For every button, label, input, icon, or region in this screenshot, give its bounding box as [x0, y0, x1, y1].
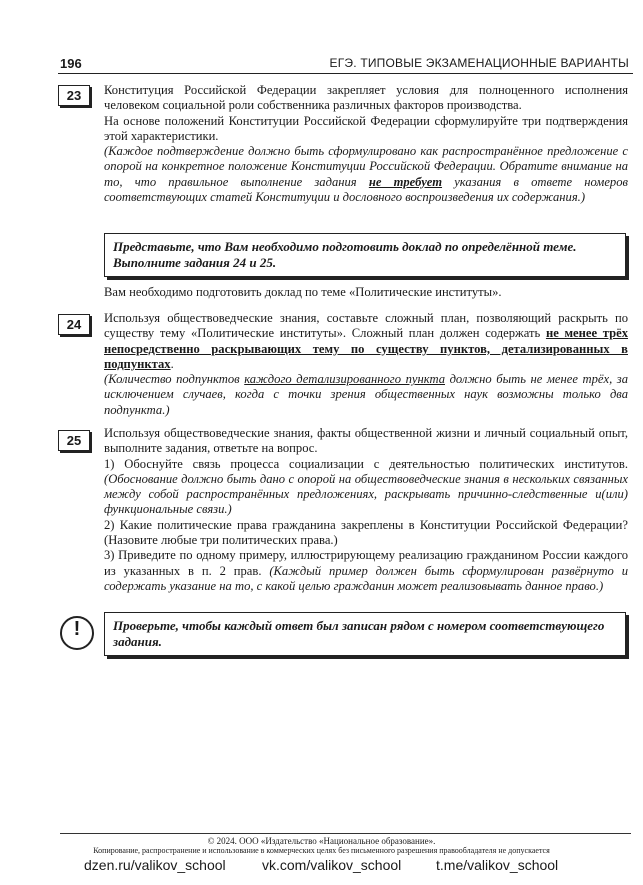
task-24-note [104, 372, 628, 418]
task-25-item-3 [104, 548, 628, 594]
footer-link-vk[interactable]: vk.com/valikov_school [262, 857, 402, 873]
task-25-item-1-note: (Обоснование должно быть дано с опорой на обществоведческие знания в нескольких связанных между собой распространённых предложениях, раскрывать причинно-следственные и(или) функциональные связи.) [104, 471, 628, 517]
task-25-text [104, 426, 628, 594]
task-25-item-1-text: 1) Обоснуйте связь процесса социализации с деятельностью политических институтов. [104, 456, 628, 471]
task-24-text [104, 311, 628, 418]
task-25-intro: Используя обществоведческие знания, факты общественной жизни и личный социальный опыт, выполните задания, ответьте на вопрос. [104, 426, 628, 456]
task-number-25: 25 [58, 430, 90, 451]
task-24-note-emphasis: каждого детализированного пункта [244, 372, 445, 387]
task-23-note-emphasis: не требует [368, 174, 443, 189]
exclamation-icon: ! [60, 616, 94, 650]
task-25-item-2: 2) Какие политические права гражданина закреплены в Конституции Российской Федерации? (Назовите любые три политических права.) [104, 517, 628, 548]
task-23-note [104, 144, 628, 205]
footer-link-telegram[interactable]: t.me/valikov_school [436, 857, 559, 873]
task-24-note-part-2: должно быть не менее трёх, за исключением случаев, когда с точки зрения общественных наук возможны только два подпункта.) [104, 372, 629, 417]
instruction-box-24-25: Представьте, что Вам необходимо подготовить доклад по определённой теме. Выполните задания 24 и 25. [104, 233, 626, 277]
task-23-para-2: На основе положений Конституции Российской Федерации сформулируйте три подтверждения этой характеристики. [104, 113, 628, 143]
footer-link-dzen[interactable]: dzen.ru/valikov_school [84, 857, 226, 873]
task-23-note-part-1: (Каждое подтверждение должно быть сформулировано как распространённое предложение с опорой на конкретное положение Конституции Российской Федерации. Обратите внимание на то, что правильное выполнение задания [104, 144, 628, 189]
task-25-item-1 [104, 457, 628, 518]
task-23-text [104, 83, 628, 205]
task-24-note-part-1: (Количество подпунктов [104, 372, 245, 387]
task-24-emphasis: не менее трёх непосредственно раскрывающих тему по существу пунктов, детализированных в подпунктах [104, 326, 629, 371]
report-topic-line: Вам необходимо подготовить доклад по теме «Политические институты». [104, 285, 502, 299]
page-number: 196 [60, 56, 82, 71]
task-23-para-1: Конституция Российской Федерации закрепляет условия для полноценного исполнения человеком социальной роли собственника различных факторов производства. [104, 83, 628, 113]
header-rule [58, 73, 633, 74]
task-number-24: 24 [58, 314, 90, 335]
task-24-para-1 [104, 311, 628, 372]
running-header-title: ЕГЭ. ТИПОВЫЕ ЭКЗАМЕНАЦИОННЫЕ ВАРИАНТЫ [329, 56, 629, 70]
task-25-item-3-note: (Каждый пример должен быть сформулирован развёрнуто и содержать указание на то, с какой целью гражданин может реализовывать данное право.) [104, 563, 628, 593]
footer-notice: Копирование, распространение и использование в коммерческих целях без письменного разрешения правообладателя не допускается [93, 846, 550, 855]
check-answers-box: Проверьте, чтобы каждый ответ был записан рядом с номером соответствующего задания. [104, 612, 626, 656]
task-number-23: 23 [58, 85, 90, 106]
task-25-item-3-text: 3) Приведите по одному примеру, иллюстрирующему реализацию гражданином России каждого из указанных в п. 2 прав. [104, 548, 628, 578]
task-24-para-1-end: . [170, 356, 174, 371]
task-24-para-1-part-1: Используя обществоведческие знания, составьте сложный план, позволяющий раскрыть по существу тему «Политические институты». Сложный план должен содержать [104, 311, 628, 341]
task-23-note-part-2: указания в ответе номеров соответствующих статей Конституции и дословного воспроизведения их содержания.) [104, 174, 628, 205]
footer-copyright: © 2024. ООО «Издательство «Национальное образование». [207, 836, 436, 846]
footer-rule [60, 833, 631, 834]
